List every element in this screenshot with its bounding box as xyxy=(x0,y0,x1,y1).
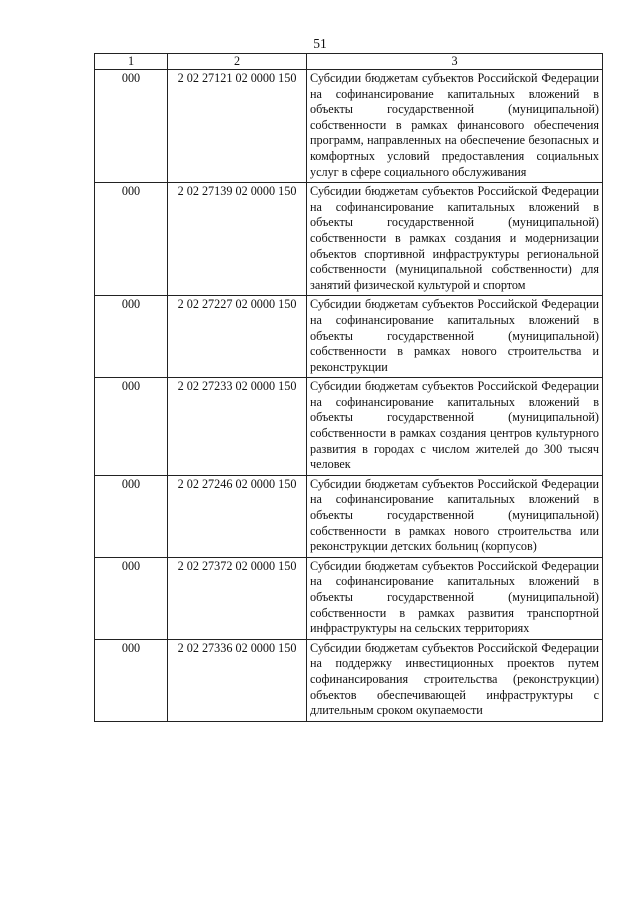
table-row xyxy=(95,557,603,639)
kbk-code-cell: 2 02 27233 02 0000 150 xyxy=(168,378,307,476)
admin-code-cell: 000 xyxy=(95,70,168,183)
description-cell: Субсидии бюджетам субъектов Российской Федерации на софинансирование капитальных вложений в объекты государственной (муниципальной) собственности в рамках развития транспортной инфраструктуры на сельских территориях xyxy=(307,557,603,639)
description-cell: Субсидии бюджетам субъектов Российской Федерации на софинансирование капитальных вложений в объекты государственной (муниципальной) собственности в рамках финансового обеспечения программ, направленных на обеспечение безопасных и комфортных условий предоставления социальных услуг в сфере социального обслуживания xyxy=(307,70,603,183)
kbk-code-cell: 2 02 27121 02 0000 150 xyxy=(168,70,307,183)
kbk-code-cell: 2 02 27227 02 0000 150 xyxy=(168,296,307,378)
page-number: 51 xyxy=(313,36,327,51)
admin-code-cell: 000 xyxy=(95,475,168,557)
admin-code-cell: 000 xyxy=(95,378,168,476)
budget-codes-table xyxy=(94,53,603,722)
description-cell: Субсидии бюджетам субъектов Российской Федерации на софинансирование капитальных вложений в объекты государственной (муниципальной) собственности в рамках создания центров культурного развития в городах с числом жителей до 300 тысяч человек xyxy=(307,378,603,476)
admin-code-cell: 000 xyxy=(95,557,168,639)
column-header-3: 3 xyxy=(307,54,603,70)
table-row xyxy=(95,378,603,476)
table-row xyxy=(95,639,603,721)
kbk-code-cell: 2 02 27372 02 0000 150 xyxy=(168,557,307,639)
kbk-code-cell: 2 02 27336 02 0000 150 xyxy=(168,639,307,721)
column-header-2: 2 xyxy=(168,54,307,70)
kbk-code-cell: 2 02 27139 02 0000 150 xyxy=(168,183,307,296)
table-row xyxy=(95,475,603,557)
description-cell: Субсидии бюджетам субъектов Российской Федерации на софинансирование капитальных вложений в объекты государственной (муниципальной) собственности в рамках нового строительства и реконструкции xyxy=(307,296,603,378)
table-header-row xyxy=(95,54,603,70)
description-cell: Субсидии бюджетам субъектов Российской Федерации на софинансирование капитальных вложений в объекты государственной (муниципальной) собственности в рамках нового строительства или реконструкции детских больниц (корпусов) xyxy=(307,475,603,557)
kbk-code-cell: 2 02 27246 02 0000 150 xyxy=(168,475,307,557)
admin-code-cell: 000 xyxy=(95,639,168,721)
table-row xyxy=(95,296,603,378)
description-cell: Субсидии бюджетам субъектов Российской Федерации на софинансирование капитальных вложений в объекты государственной (муниципальной) собственности в рамках создания и модернизации объектов спортивной инфраструктуры региональной собственности (муниципальной собственности) для занятий физической культурой и спортом xyxy=(307,183,603,296)
admin-code-cell: 000 xyxy=(95,183,168,296)
admin-code-cell: 000 xyxy=(95,296,168,378)
table-row xyxy=(95,70,603,183)
table-row xyxy=(95,183,603,296)
column-header-1: 1 xyxy=(95,54,168,70)
description-cell: Субсидии бюджетам субъектов Российской Федерации на поддержку инвестиционных проектов путем софинансирования строительства (реконструкции) объектов обеспечивающей инфраструктуры с длительным сроком окупаемости xyxy=(307,639,603,721)
